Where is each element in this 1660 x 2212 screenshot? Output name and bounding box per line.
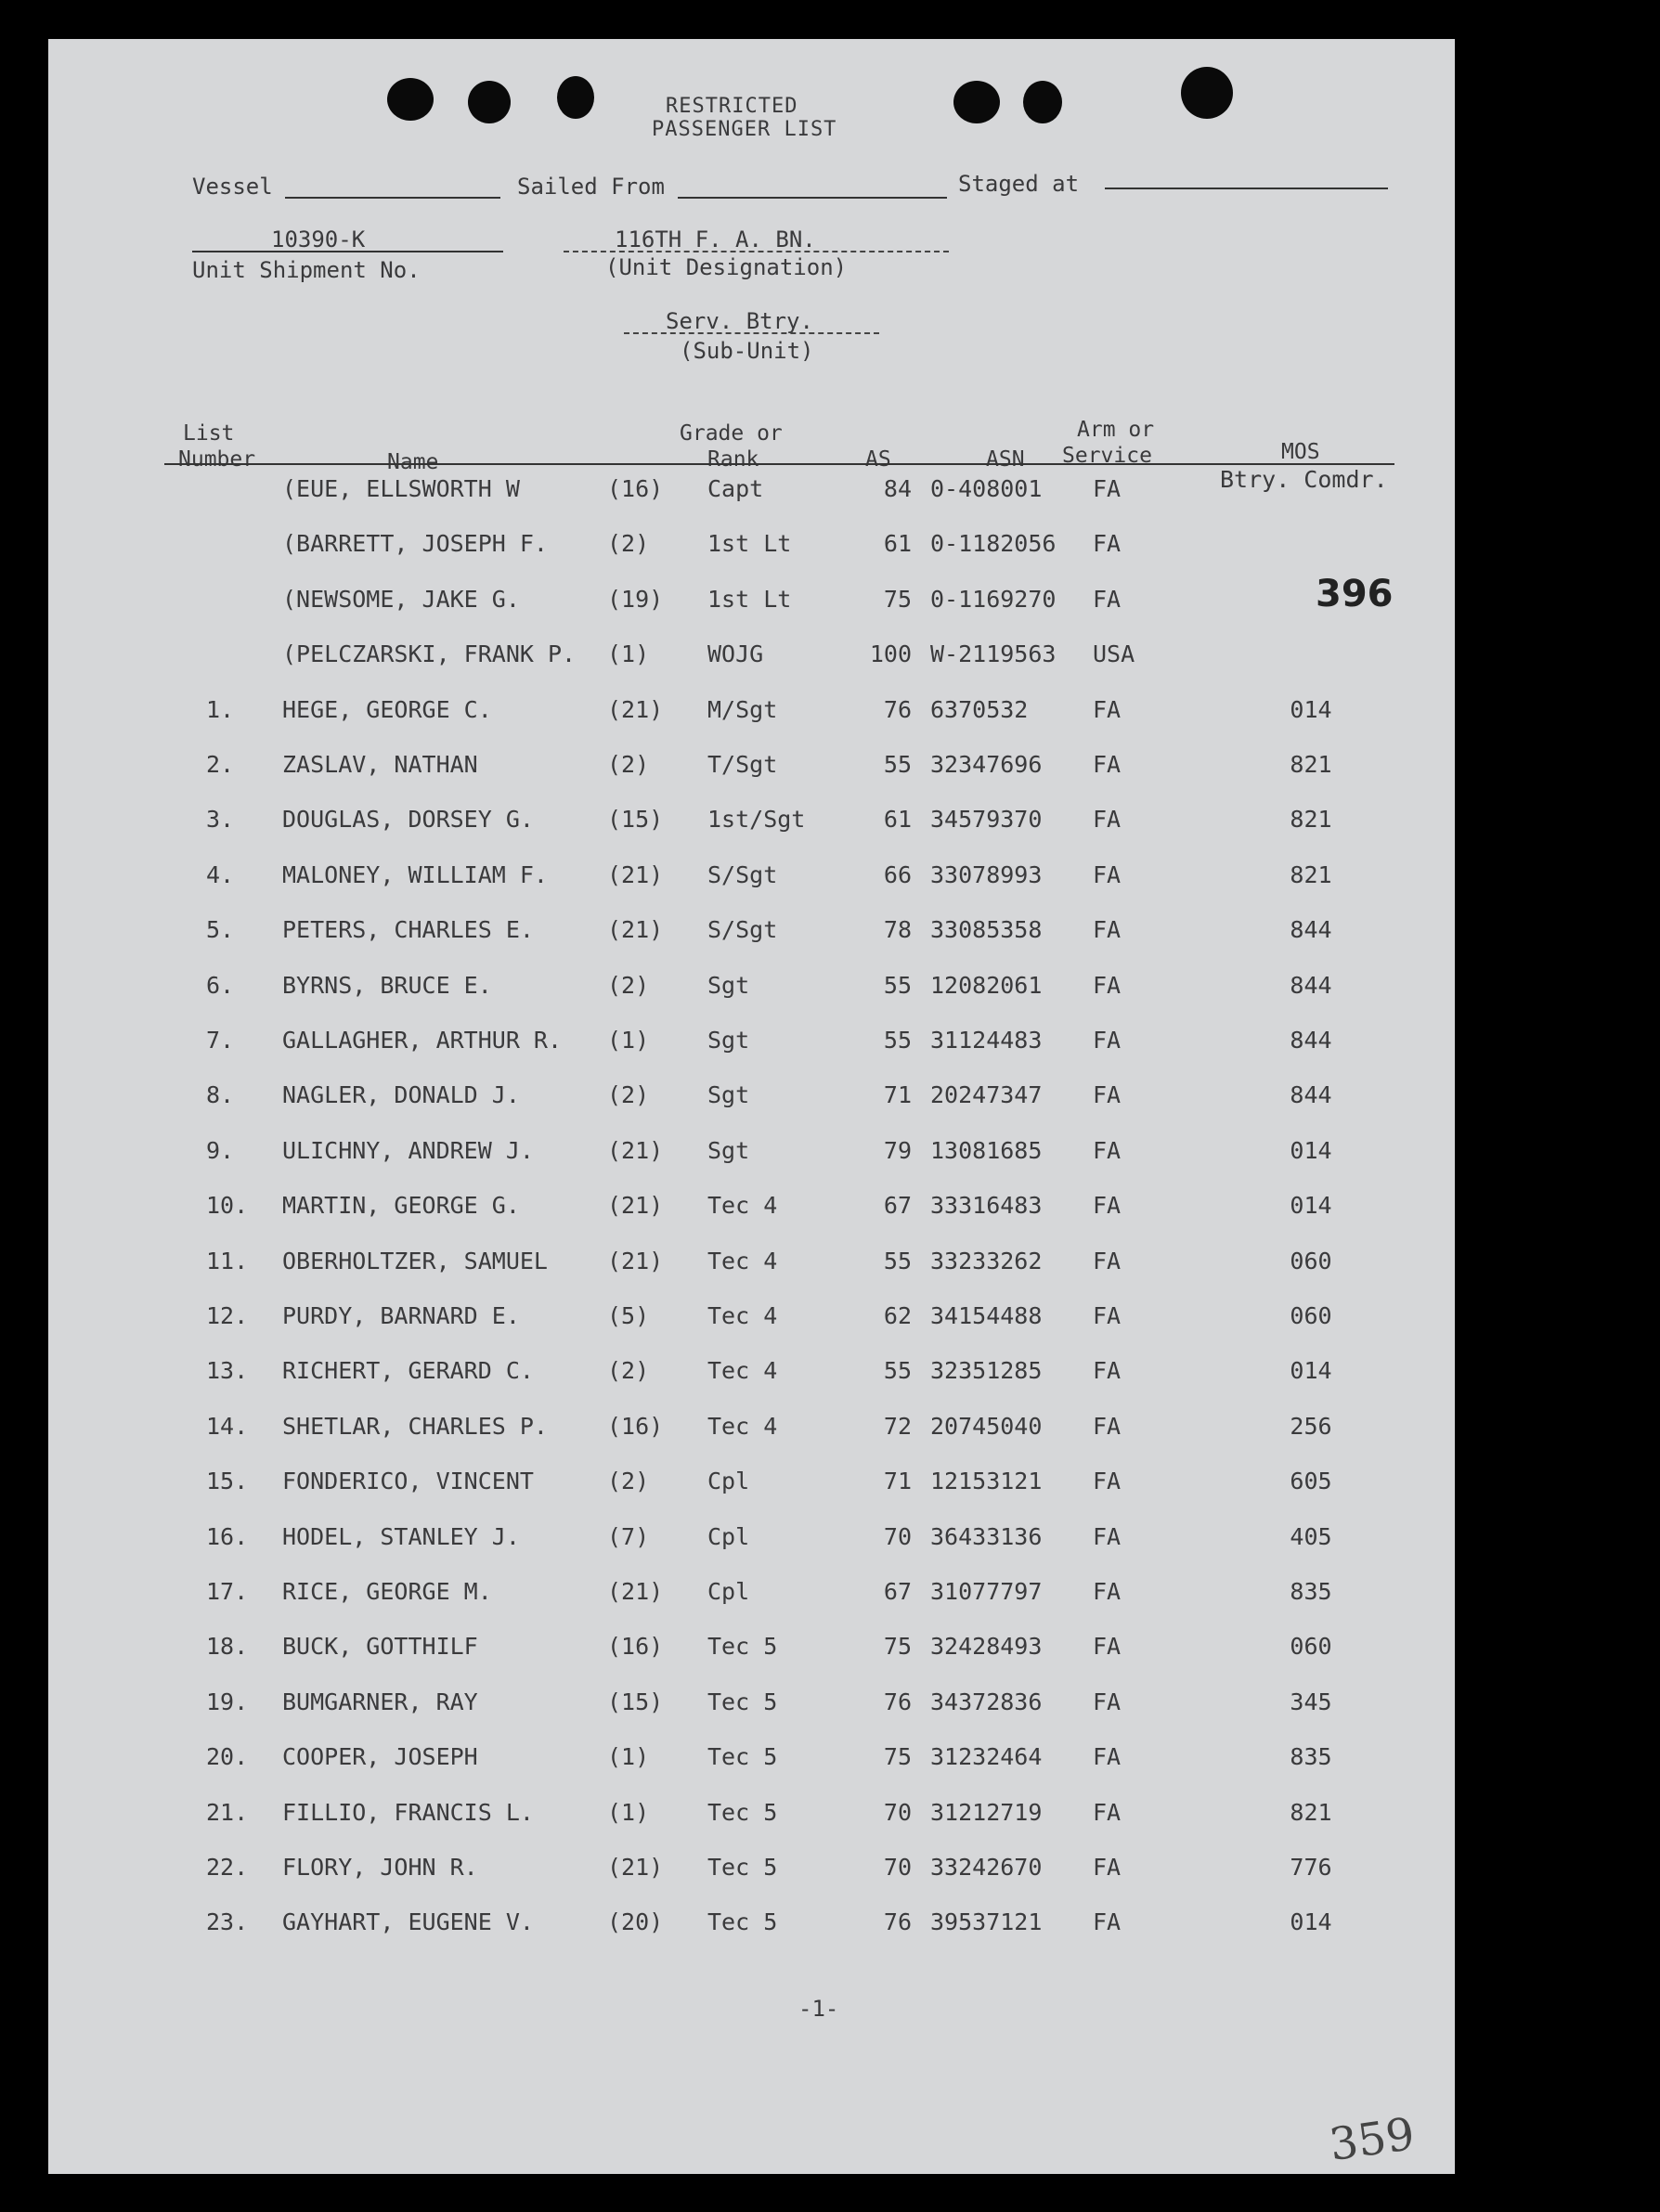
cell-passenger-name: GAYHART, EUGENE V. <box>282 1908 534 1936</box>
cell-grade: Tec 4 <box>707 1357 778 1385</box>
cell-arm-service: FA <box>1093 585 1122 613</box>
cell-grade: S/Sgt <box>707 916 778 944</box>
table-row <box>48 1027 1455 1064</box>
cell-list-number: 23. <box>206 1908 249 1936</box>
cell-as-score: 66 <box>883 860 912 888</box>
cell-mos: 605 <box>1290 1468 1332 1495</box>
cell-as-score: 70 <box>883 1798 912 1826</box>
cell-grade: Tec 4 <box>707 1192 778 1220</box>
cell-arm-service: FA <box>1093 1027 1122 1054</box>
cell-age-code: (2) <box>607 1357 650 1385</box>
cell-arm-service: FA <box>1093 751 1122 778</box>
table-row <box>48 1633 1455 1670</box>
cell-age-code: (21) <box>607 1854 664 1881</box>
cell-as-score: 67 <box>883 1578 912 1605</box>
cell-list-number: 6. <box>206 971 235 999</box>
cell-asn: 0-1182056 <box>930 530 1057 558</box>
cell-age-code: (21) <box>607 916 664 944</box>
cell-grade: Cpl <box>707 1578 750 1605</box>
cell-as-score: 61 <box>883 530 912 558</box>
cell-passenger-name: ZASLAV, NATHAN <box>282 751 478 778</box>
col-as: AS <box>865 447 891 472</box>
cell-list-number: 2. <box>206 751 235 778</box>
cell-arm-service: FA <box>1093 695 1122 723</box>
cell-asn: 0-408001 <box>930 475 1043 502</box>
cell-grade: Tec 4 <box>707 1247 778 1274</box>
cell-mos: 844 <box>1290 1027 1332 1054</box>
cell-asn: 32428493 <box>930 1633 1043 1661</box>
cell-grade: Sgt <box>707 1027 750 1054</box>
cell-grade: 1st/Sgt <box>707 806 806 834</box>
cell-arm-service: FA <box>1093 1633 1122 1661</box>
cell-as-score: 55 <box>883 1027 912 1054</box>
cell-grade: Tec 5 <box>707 1688 778 1715</box>
cell-arm-service: FA <box>1093 1578 1122 1605</box>
cell-arm-service: FA <box>1093 1743 1122 1771</box>
cell-age-code: (7) <box>607 1522 650 1550</box>
cell-as-score: 62 <box>883 1302 912 1329</box>
cell-mos: 060 <box>1290 1633 1332 1661</box>
cell-asn: 33085358 <box>930 916 1043 944</box>
stamp-number: 396 <box>1316 573 1394 615</box>
cell-grade: Tec 5 <box>707 1798 778 1826</box>
cell-as-score: 76 <box>883 695 912 723</box>
cell-asn: 31212719 <box>930 1798 1043 1826</box>
table-row <box>48 972 1455 1009</box>
cell-asn: 6370532 <box>930 695 1029 723</box>
cell-asn: 20745040 <box>930 1412 1043 1440</box>
table-row <box>48 1523 1455 1560</box>
sub-unit-label: (Sub-Unit) <box>680 338 814 364</box>
cell-arm-service: FA <box>1093 1247 1122 1274</box>
cell-mos: 776 <box>1290 1854 1332 1881</box>
cell-mos: 014 <box>1290 695 1332 723</box>
cell-as-score: 55 <box>883 1357 912 1385</box>
unit-shipment-label: Unit Shipment No. <box>192 257 421 283</box>
cell-age-code: (1) <box>607 1743 650 1771</box>
cell-list-number: 17. <box>206 1578 249 1605</box>
cell-grade: Sgt <box>707 1081 750 1109</box>
punch-hole <box>1023 81 1062 123</box>
cell-mos: 821 <box>1290 860 1332 888</box>
table-row <box>48 1302 1455 1339</box>
table-row <box>48 806 1455 843</box>
cell-mos: 345 <box>1290 1688 1332 1715</box>
cell-list-number: 8. <box>206 1081 235 1109</box>
cell-passenger-name: MARTIN, GEORGE G. <box>282 1192 520 1220</box>
cell-as-score: 55 <box>883 971 912 999</box>
cell-mos: 821 <box>1290 751 1332 778</box>
cell-grade: Sgt <box>707 1136 750 1164</box>
cell-passenger-name: SHETLAR, CHARLES P. <box>282 1412 548 1440</box>
cell-as-score: 76 <box>883 1688 912 1715</box>
document-page <box>48 39 1455 2174</box>
cell-list-number: 14. <box>206 1412 249 1440</box>
table-row <box>48 1192 1455 1229</box>
cell-mos: 256 <box>1290 1412 1332 1440</box>
cell-asn: 12153121 <box>930 1468 1043 1495</box>
cell-grade: T/Sgt <box>707 751 778 778</box>
sub-unit: Serv. Btry. <box>666 308 813 334</box>
cell-asn: W-2119563 <box>930 640 1057 668</box>
cell-grade: M/Sgt <box>707 695 778 723</box>
cell-mos: 014 <box>1290 1357 1332 1385</box>
unit-designation-label: (Unit Designation) <box>605 254 848 280</box>
cell-arm-service: FA <box>1093 1854 1122 1881</box>
cell-asn: 31124483 <box>930 1027 1043 1054</box>
cell-grade: WOJG <box>707 640 764 668</box>
cell-age-code: (1) <box>607 1027 650 1054</box>
cell-grade: Capt <box>707 475 764 502</box>
cell-passenger-name: MALONEY, WILLIAM F. <box>282 860 548 888</box>
cell-mos: 014 <box>1290 1192 1332 1220</box>
cell-age-code: (2) <box>607 1468 650 1495</box>
cell-as-score: 71 <box>883 1081 912 1109</box>
cell-age-code: (21) <box>607 1578 664 1605</box>
cell-passenger-name: BUMGARNER, RAY <box>282 1688 478 1715</box>
cell-arm-service: FA <box>1093 1357 1122 1385</box>
cell-age-code: (20) <box>607 1908 664 1936</box>
cell-list-number: 5. <box>206 916 235 944</box>
cell-list-number: 1. <box>206 695 235 723</box>
col-asn: ASN <box>986 447 1025 472</box>
cell-list-number: 13. <box>206 1357 249 1385</box>
cell-as-score: 70 <box>883 1522 912 1550</box>
table-row <box>48 1578 1455 1615</box>
table-row <box>48 751 1455 788</box>
cell-passenger-name: BYRNS, BRUCE E. <box>282 971 492 999</box>
cell-passenger-name: FILLIO, FRANCIS L. <box>282 1798 534 1826</box>
cell-list-number: 22. <box>206 1854 249 1881</box>
table-row <box>48 1081 1455 1119</box>
table-row <box>48 861 1455 899</box>
cell-age-code: (1) <box>607 1798 650 1826</box>
cell-passenger-name: (EUE, ELLSWORTH W <box>282 475 520 502</box>
cell-asn: 31077797 <box>930 1578 1043 1605</box>
table-row <box>48 1137 1455 1174</box>
cell-age-code: (16) <box>607 1412 664 1440</box>
doc-title-restricted: RESTRICTED <box>666 95 798 118</box>
cell-passenger-name: (NEWSOME, JAKE G. <box>282 585 520 613</box>
table-row <box>48 1908 1455 1946</box>
cell-as-score: 72 <box>883 1412 912 1440</box>
col-list-number-2: Number <box>178 447 256 472</box>
cell-asn: 31232464 <box>930 1743 1043 1771</box>
cell-grade: Tec 5 <box>707 1633 778 1661</box>
cell-asn: 34372836 <box>930 1688 1043 1715</box>
cell-arm-service: FA <box>1093 860 1122 888</box>
cell-arm-service: FA <box>1093 1192 1122 1220</box>
cell-asn: 33078993 <box>930 860 1043 888</box>
cell-list-number: 20. <box>206 1743 249 1771</box>
cell-asn: 39537121 <box>930 1908 1043 1936</box>
cell-arm-service: FA <box>1093 1522 1122 1550</box>
col-grade-1: Grade or <box>680 421 783 446</box>
cell-mos: 014 <box>1290 1908 1332 1936</box>
page-number: -1- <box>798 1996 839 2022</box>
cell-mos: 844 <box>1290 971 1332 999</box>
cell-list-number: 10. <box>206 1192 249 1220</box>
col-list-number-1: List <box>183 421 235 446</box>
cell-list-number: 21. <box>206 1798 249 1826</box>
cell-as-score: 61 <box>883 806 912 834</box>
cell-asn: 20247347 <box>930 1081 1043 1109</box>
punch-hole <box>557 76 594 119</box>
cell-passenger-name: HODEL, STANLEY J. <box>282 1522 520 1550</box>
cell-grade: Sgt <box>707 971 750 999</box>
cell-mos: 060 <box>1290 1247 1332 1274</box>
col-name: Name <box>387 450 439 474</box>
unit-shipment-no: 10390-K <box>271 226 366 252</box>
table-row <box>48 916 1455 953</box>
cell-list-number: 12. <box>206 1302 249 1329</box>
cell-arm-service: USA <box>1093 640 1135 668</box>
sub-unit-field <box>624 332 879 334</box>
table-row <box>48 1357 1455 1394</box>
cell-list-number: 9. <box>206 1136 235 1164</box>
cell-arm-service: FA <box>1093 1136 1122 1164</box>
cell-passenger-name: COOPER, JOSEPH <box>282 1743 478 1771</box>
cell-as-score: 76 <box>883 1908 912 1936</box>
cell-grade: Tec 5 <box>707 1908 778 1936</box>
punch-hole <box>953 81 1000 123</box>
cell-passenger-name: BUCK, GOTTHILF <box>282 1633 478 1661</box>
col-arm-2: Service <box>1062 444 1152 468</box>
vessel-field <box>285 197 500 199</box>
cell-arm-service: FA <box>1093 1908 1122 1936</box>
cell-as-score: 100 <box>869 640 912 668</box>
table-row <box>48 1743 1455 1780</box>
cell-asn: 0-1169270 <box>930 585 1057 613</box>
cell-grade: Tec 4 <box>707 1412 778 1440</box>
unit-designation-field <box>564 251 949 252</box>
cell-asn: 33233262 <box>930 1247 1043 1274</box>
cell-age-code: (16) <box>607 475 664 502</box>
cell-age-code: (21) <box>607 1247 664 1274</box>
cell-passenger-name: (PELCZARSKI, FRANK P. <box>282 640 577 668</box>
punch-hole <box>1181 67 1233 119</box>
cell-arm-service: FA <box>1093 1412 1122 1440</box>
cell-arm-service: FA <box>1093 1081 1122 1109</box>
cell-grade: 1st Lt <box>707 585 792 613</box>
cell-arm-service: FA <box>1093 971 1122 999</box>
table-row <box>48 640 1455 678</box>
cell-age-code: (21) <box>607 1136 664 1164</box>
cell-as-score: 55 <box>883 1247 912 1274</box>
handwritten-number: 359 <box>1326 2107 1419 2172</box>
cell-age-code: (5) <box>607 1302 650 1329</box>
cell-asn: 12082061 <box>930 971 1043 999</box>
unit-designation: 116TH F. A. BN. <box>615 226 816 252</box>
cell-as-score: 79 <box>883 1136 912 1164</box>
cell-as-score: 84 <box>883 475 912 502</box>
cell-age-code: (21) <box>607 860 664 888</box>
sailed-from-label: Sailed From <box>517 174 665 200</box>
cell-list-number: 18. <box>206 1633 249 1661</box>
table-row <box>48 1799 1455 1836</box>
cell-asn: 13081685 <box>930 1136 1043 1164</box>
table-row <box>48 586 1455 623</box>
table-row <box>48 1248 1455 1285</box>
cell-mos: 835 <box>1290 1743 1332 1771</box>
punch-hole <box>468 81 511 123</box>
cell-grade: Cpl <box>707 1468 750 1495</box>
cell-list-number: 4. <box>206 860 235 888</box>
col-mos: MOS <box>1281 440 1320 464</box>
cell-passenger-name: GALLAGHER, ARTHUR R. <box>282 1027 563 1054</box>
cell-arm-service: FA <box>1093 530 1122 558</box>
cell-age-code: (16) <box>607 1633 664 1661</box>
cell-list-number: 11. <box>206 1247 249 1274</box>
table-row <box>48 1854 1455 1891</box>
cell-age-code: (21) <box>607 1192 664 1220</box>
cell-list-number: 7. <box>206 1027 235 1054</box>
cell-arm-service: FA <box>1093 1302 1122 1329</box>
cell-passenger-name: FLORY, JOHN R. <box>282 1854 478 1881</box>
staged-at-label: Staged at <box>958 171 1080 197</box>
cell-age-code: (15) <box>607 806 664 834</box>
cell-list-number: 16. <box>206 1522 249 1550</box>
cell-asn: 34154488 <box>930 1302 1043 1329</box>
cell-mos: 014 <box>1290 1136 1332 1164</box>
cell-list-number: 3. <box>206 806 235 834</box>
cell-mos: 821 <box>1290 806 1332 834</box>
cell-list-number: 15. <box>206 1468 249 1495</box>
cell-mos: 835 <box>1290 1578 1332 1605</box>
cell-passenger-name: DOUGLAS, DORSEY G. <box>282 806 534 834</box>
doc-title-passenger-list: PASSENGER LIST <box>652 118 837 141</box>
cell-asn: 34579370 <box>930 806 1043 834</box>
header-rule <box>164 463 1394 465</box>
cell-arm-service: FA <box>1093 916 1122 944</box>
cell-age-code: (15) <box>607 1688 664 1715</box>
cell-as-score: 70 <box>883 1854 912 1881</box>
cell-age-code: (2) <box>607 971 650 999</box>
cell-arm-service: FA <box>1093 806 1122 834</box>
staged-at-field <box>1105 188 1388 189</box>
cell-mos: 405 <box>1290 1522 1332 1550</box>
cell-grade: Cpl <box>707 1522 750 1550</box>
sailed-from-field <box>678 197 947 199</box>
col-grade-2: Rank <box>707 447 759 472</box>
table-row <box>48 530 1455 567</box>
cell-mos: 060 <box>1290 1302 1332 1329</box>
cell-arm-service: FA <box>1093 1798 1122 1826</box>
cell-passenger-name: OBERHOLTZER, SAMUEL <box>282 1247 548 1274</box>
cell-passenger-name: (BARRETT, JOSEPH F. <box>282 530 548 558</box>
cell-as-score: 75 <box>883 1743 912 1771</box>
table-row <box>48 1468 1455 1505</box>
punch-hole <box>387 78 434 121</box>
cell-passenger-name: RICE, GEORGE M. <box>282 1578 492 1605</box>
cell-asn: 33316483 <box>930 1192 1043 1220</box>
cell-as-score: 75 <box>883 585 912 613</box>
table-row <box>48 1413 1455 1450</box>
cell-age-code: (2) <box>607 1081 650 1109</box>
cell-mos: 844 <box>1290 916 1332 944</box>
cell-passenger-name: RICHERT, GERARD C. <box>282 1357 534 1385</box>
cell-list-number: 19. <box>206 1688 249 1715</box>
cell-age-code: (2) <box>607 751 650 778</box>
cell-grade: 1st Lt <box>707 530 792 558</box>
cell-arm-service: FA <box>1093 1688 1122 1715</box>
cell-age-code: (19) <box>607 585 664 613</box>
cell-as-score: 71 <box>883 1468 912 1495</box>
cell-mos: 821 <box>1290 1798 1332 1826</box>
cell-asn: 32351285 <box>930 1357 1043 1385</box>
cell-arm-service: FA <box>1093 475 1122 502</box>
cell-age-code: (1) <box>607 640 650 668</box>
cell-arm-service: FA <box>1093 1468 1122 1495</box>
cell-passenger-name: HEGE, GEORGE C. <box>282 695 492 723</box>
cell-asn: 32347696 <box>930 751 1043 778</box>
cell-passenger-name: PURDY, BARNARD E. <box>282 1302 520 1329</box>
cell-grade: S/Sgt <box>707 860 778 888</box>
vessel-label: Vessel <box>192 174 273 200</box>
cell-mos: 844 <box>1290 1081 1332 1109</box>
cell-passenger-name: ULICHNY, ANDREW J. <box>282 1136 534 1164</box>
cell-passenger-name: NAGLER, DONALD J. <box>282 1081 520 1109</box>
cell-mos: Btry. Comdr. <box>1220 466 1388 493</box>
col-arm-1: Arm or <box>1077 418 1155 442</box>
table-row <box>48 696 1455 733</box>
cell-grade: Tec 5 <box>707 1743 778 1771</box>
unit-shipment-field <box>192 251 503 252</box>
cell-as-score: 78 <box>883 916 912 944</box>
table-row <box>48 466 1455 512</box>
cell-as-score: 75 <box>883 1633 912 1661</box>
cell-grade: Tec 5 <box>707 1854 778 1881</box>
cell-asn: 33242670 <box>930 1854 1043 1881</box>
table-row <box>48 1688 1455 1726</box>
cell-age-code: (2) <box>607 530 650 558</box>
cell-passenger-name: PETERS, CHARLES E. <box>282 916 534 944</box>
cell-grade: Tec 4 <box>707 1302 778 1329</box>
cell-as-score: 67 <box>883 1192 912 1220</box>
cell-asn: 36433136 <box>930 1522 1043 1550</box>
cell-as-score: 55 <box>883 751 912 778</box>
cell-passenger-name: FONDERICO, VINCENT <box>282 1468 534 1495</box>
cell-age-code: (21) <box>607 695 664 723</box>
